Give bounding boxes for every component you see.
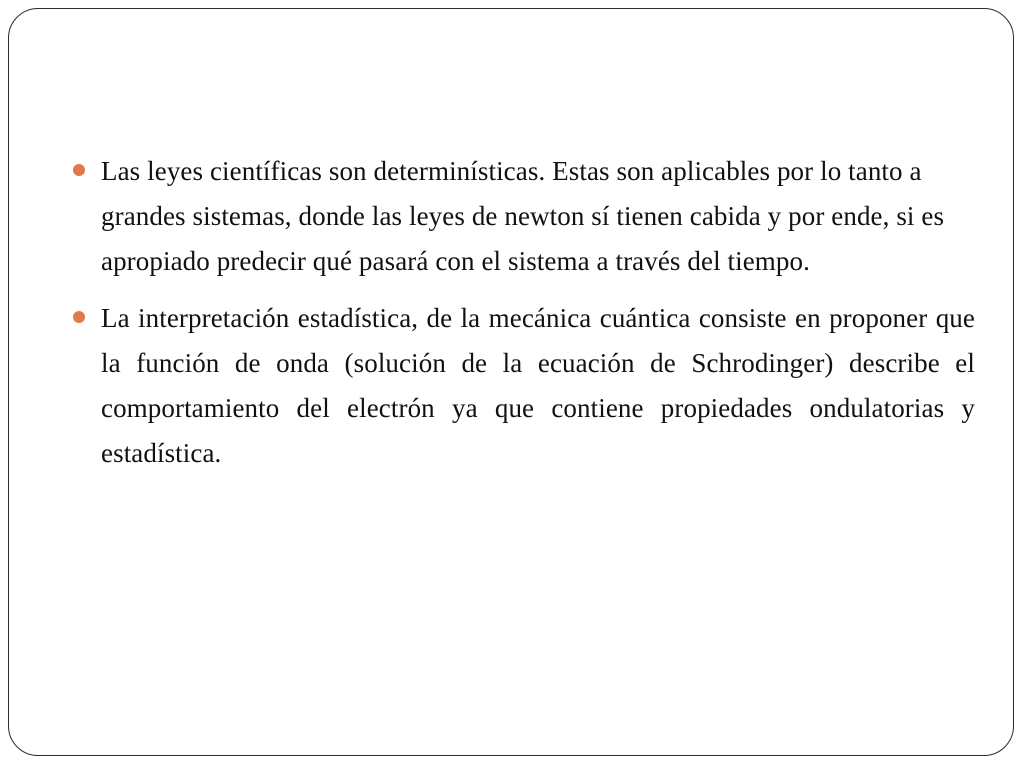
slide-content <box>71 149 975 488</box>
bullet-dot-icon <box>73 164 85 176</box>
bullet-item-statistical-interpretation <box>71 296 975 476</box>
bullet-dot-icon <box>73 311 85 323</box>
bullet-text: Las leyes científicas son determinísticas. Estas son aplicables por lo tanto a grandes sistemas, donde las leyes de newton sí tienen cabida y por ende, si es apropiado predecir qué pasará con el sistema a través del tiempo. <box>101 156 945 276</box>
slide-frame <box>8 8 1014 756</box>
bullet-text: La interpretación estadística, de la mecánica cuántica consiste en proponer que la función de onda (solución de la ecuación de Schrodinger) describe el comportamiento del electrón ya que contiene propiedades ondulatorias y estadística. <box>101 303 975 468</box>
bullet-item-deterministic-laws <box>71 149 975 284</box>
bullet-list <box>71 149 975 476</box>
